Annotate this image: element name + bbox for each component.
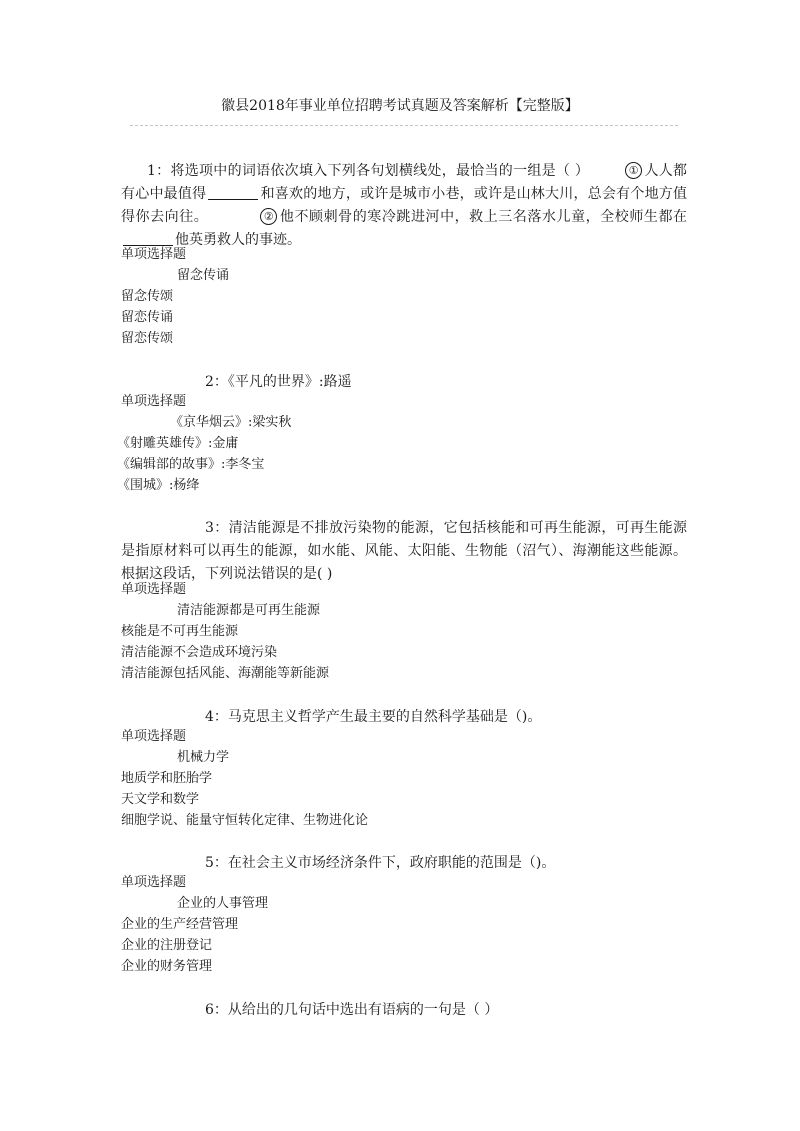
sentence-1-part-b: 和喜欢的地方，或许是城市小巷，或许是山林大川，总会有个地方值得你去向往。 bbox=[121, 186, 688, 225]
question-4-stem bbox=[121, 706, 687, 728]
question-number: 4： bbox=[205, 709, 228, 725]
option-b[interactable]: 《射雕英雄传》:金庸 bbox=[117, 436, 239, 451]
circled-number-icon: ① bbox=[625, 162, 642, 179]
question-number: 1： bbox=[147, 163, 171, 179]
question-text: 《平凡的世界》:路遥 bbox=[227, 374, 352, 390]
option-c[interactable]: 留恋传诵 bbox=[121, 310, 174, 325]
question-type-label: 单项选择题 bbox=[121, 247, 187, 262]
question-type-label: 单项选择题 bbox=[121, 729, 187, 744]
question-2-stem bbox=[121, 371, 687, 393]
question-number: 5： bbox=[205, 855, 228, 871]
question-type-label: 单项选择题 bbox=[121, 582, 187, 597]
option-b[interactable]: 地质学和胚胎学 bbox=[121, 771, 213, 786]
question-number: 6： bbox=[205, 1002, 228, 1018]
option-c[interactable]: 天文学和数学 bbox=[121, 792, 200, 807]
option-a[interactable]: 企业的人事管理 bbox=[177, 896, 269, 911]
question-6-stem bbox=[121, 999, 687, 1021]
option-c[interactable]: 企业的注册登记 bbox=[121, 938, 213, 953]
option-a[interactable]: 留念传诵 bbox=[177, 268, 230, 283]
option-d[interactable]: 《围城》:杨绛 bbox=[117, 478, 200, 493]
question-number: 2： bbox=[205, 374, 228, 390]
option-d[interactable]: 清洁能源包括风能、海潮能等新能源 bbox=[121, 666, 330, 681]
sentence-1-part-a: 人人都有心中最值得 bbox=[121, 163, 687, 202]
option-c[interactable]: 清洁能源不会造成环境污染 bbox=[121, 645, 278, 660]
question-text: 将选项中的词语依次填入下列各句划横线处，最恰当的一组是（ ） bbox=[170, 163, 590, 179]
question-type-label: 单项选择题 bbox=[121, 875, 187, 890]
question-3-stem bbox=[121, 517, 687, 586]
question-text: 清洁能源是不排放污染物的能源，它包括核能和可再生能源，可再生能源是指原材料可以再生的能源，如水能、风能、太阳能、生物能（沼气）、海潮能这些能源。根据这段话，下列说法错误的是( ) bbox=[121, 520, 687, 582]
option-d[interactable]: 细胞学说、能量守恒转化定律、生物进化论 bbox=[121, 813, 369, 828]
question-type-label: 单项选择题 bbox=[121, 394, 187, 409]
option-d[interactable]: 留恋传颂 bbox=[121, 331, 174, 346]
question-5-stem bbox=[121, 852, 687, 874]
question-number: 3： bbox=[205, 520, 229, 536]
circled-number-icon: ② bbox=[260, 208, 277, 225]
title-divider bbox=[130, 125, 678, 126]
question-text: 从给出的几句话中选出有语病的一句是（ ） bbox=[227, 1002, 499, 1018]
answer-blank bbox=[123, 231, 173, 246]
answer-blank bbox=[208, 185, 258, 200]
option-b[interactable]: 核能是不可再生能源 bbox=[121, 624, 239, 639]
option-a[interactable]: 机械力学 bbox=[177, 750, 230, 765]
sentence-2-part-b: 他英勇救人的事迹。 bbox=[175, 232, 301, 248]
question-1-stem bbox=[121, 160, 687, 252]
option-b[interactable]: 企业的生产经营管理 bbox=[121, 917, 239, 932]
option-a[interactable]: 清洁能源都是可再生能源 bbox=[177, 603, 321, 618]
option-c[interactable]: 《编辑部的故事》:李冬宝 bbox=[117, 457, 265, 472]
sentence-2-part-a: 他不顾刺骨的寒冷跳进河中，救上三名落水儿童，全校师生都在 bbox=[279, 209, 688, 225]
question-text: 在社会主义市场经济条件下，政府职能的范围是（)。 bbox=[227, 855, 556, 871]
option-a[interactable]: 《京华烟云》:梁实秋 bbox=[170, 415, 292, 430]
question-text: 马克思主义哲学产生最主要的自然科学基础是（)。 bbox=[227, 709, 542, 725]
option-d[interactable]: 企业的财务管理 bbox=[121, 959, 213, 974]
page-title: 徽县2018年事业单位招聘考试真题及答案解析【完整版】 bbox=[221, 98, 579, 114]
option-b[interactable]: 留念传颂 bbox=[121, 289, 174, 304]
